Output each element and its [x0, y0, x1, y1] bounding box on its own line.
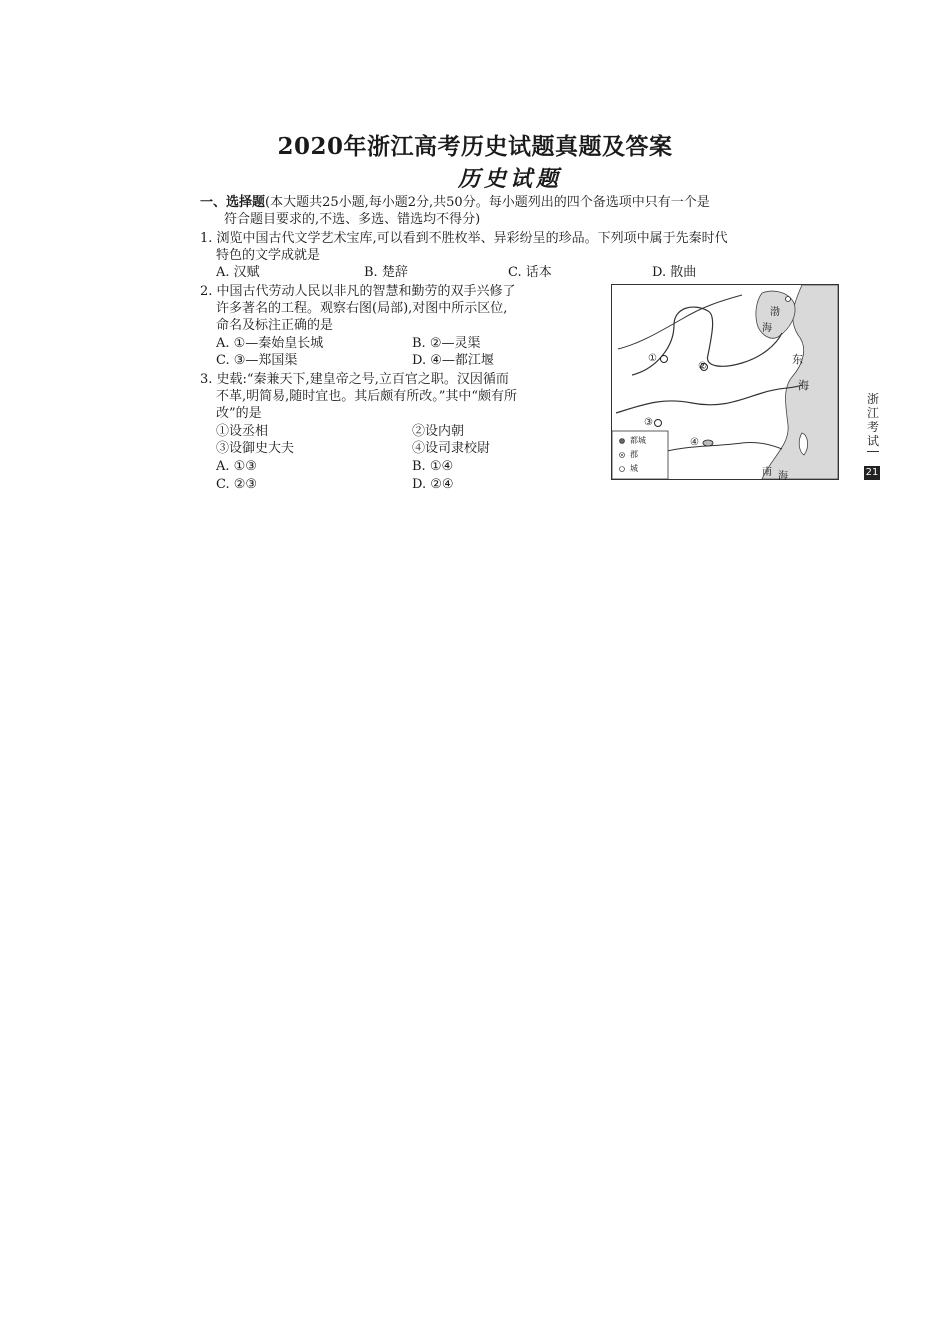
q2-stem-1: 2. 中国古代劳动人民以非凡的智慧和勤劳的双手兴修了 [200, 284, 516, 299]
legend-capital: 都城 [630, 436, 646, 445]
side-tab-char-1: 浙 [866, 392, 879, 406]
q1-option-a: A. 汉赋 [216, 265, 260, 280]
q1-stem-2: 特色的文学成就是 [216, 248, 321, 263]
q2-option-b: B. ②—灵渠 [412, 336, 481, 351]
q1-stem-1: 1. 浏览中国古代文学艺术宝库,可以看到不胜枚举、异彩纷呈的珍品。下列项中属于先秦时代 [200, 231, 728, 246]
map-label-south-sea-2: 海 [778, 471, 788, 482]
q3-item-1: ①设丞相 [216, 424, 269, 439]
map-label-east-sea-1: 东 [792, 353, 803, 366]
q3-stem-1: 3. 史载:“秦兼天下,建皇帝之号,立百官之职。汉因循而 [200, 372, 509, 387]
document-title: 2020年浙江高考历史试题真题及答案 [277, 133, 673, 160]
q3-item-3: ③设御史大夫 [216, 441, 295, 456]
q2-option-a: A. ①—秦始皇长城 [216, 336, 324, 351]
q2-option-c: C. ③—郑国渠 [216, 353, 298, 368]
map-label-south-sea-1: 南 [762, 467, 772, 478]
q3-option-c: C. ②③ [216, 477, 258, 492]
q3-stem-2: 不革,明简易,随时宜也。其后颇有所改。”其中“颇有所 [216, 389, 518, 404]
side-tab [866, 392, 880, 452]
map-label-bohai-1: 渤 [770, 307, 780, 318]
map-label-bohai-2: 海 [762, 323, 772, 334]
q3-stem-3: 改”的是 [216, 406, 262, 421]
legend-city: 城 [630, 464, 638, 473]
map-marker-1: ① [648, 353, 657, 364]
page-number: 21 [865, 467, 879, 478]
section-instructions-1: (本大题共25小题,每小题2分,共50分。每小题列出的四个备选项中只有一个是 [265, 195, 710, 210]
q1-option-b: B. 楚辞 [364, 265, 408, 280]
map-marker-4: ④ [690, 437, 699, 448]
q3-option-d: D. ②④ [412, 477, 454, 492]
q3-item-2: ②设内朝 [412, 424, 465, 439]
side-tab-divider [867, 451, 879, 452]
section-heading: 一、选择题 [200, 195, 266, 210]
section-instructions-2: 符合题目要求的,不选、多选、错选均不得分) [224, 212, 481, 227]
q2-option-d: D. ④—都江堰 [412, 353, 494, 368]
map-marker-2: ② [698, 361, 707, 372]
side-tab-char-2: 江 [866, 406, 879, 420]
section-header [200, 194, 710, 211]
q2-stem-2: 许多著名的工程。观察右图(局部),对图中所示区位, [216, 301, 508, 316]
map-marker-3: ③ [644, 417, 653, 428]
q3-option-a: A. ①③ [216, 459, 257, 474]
q3-option-b: B. ①④ [412, 459, 454, 474]
subject-title: 历史试题 [458, 166, 563, 192]
q1-option-d: D. 散曲 [652, 265, 697, 280]
q3-item-4: ④设司隶校尉 [412, 441, 491, 456]
legend-commandery: 郡 [630, 450, 638, 459]
q1-option-c: C. 话本 [508, 265, 552, 280]
map-label-east-sea-2: 海 [798, 379, 809, 392]
map-figure [611, 284, 839, 480]
q2-stem-3: 命名及标注正确的是 [216, 318, 334, 333]
side-tab-char-3: 考 [866, 420, 879, 434]
side-tab-char-4: 试 [866, 434, 879, 448]
